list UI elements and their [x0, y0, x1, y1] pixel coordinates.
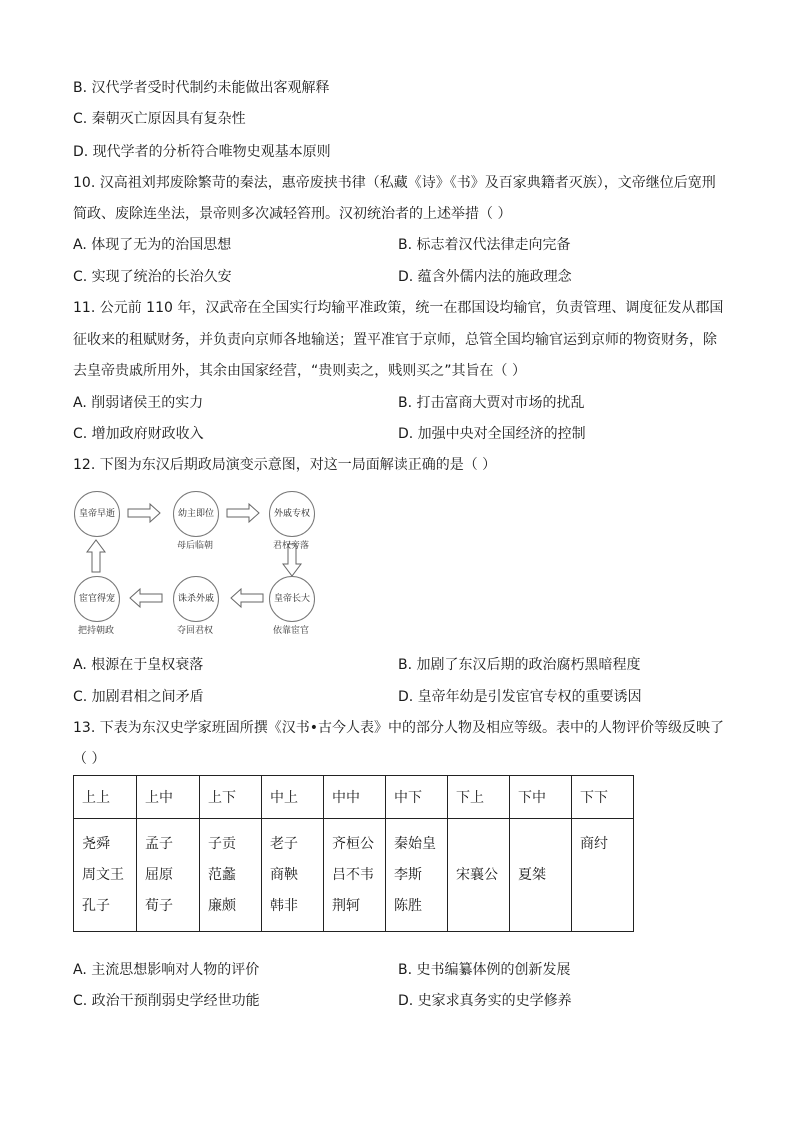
q10-option-b: B. 标志着汉代法律走向完备 [398, 237, 571, 253]
q13-stem-line2: （ ） [73, 751, 106, 767]
q12-stem: 12. 下图为东汉后期政局演变示意图，对这一局面解读正确的是（ ） [73, 457, 497, 473]
q11-option-c: C. 增加政府财政收入 [73, 426, 204, 442]
table-cell [448, 819, 510, 932]
person-name: 屈原 [145, 867, 173, 883]
person-name: 李斯 [394, 867, 422, 883]
ranking-table [73, 775, 634, 932]
q13-stem-line1: 13. 下表为东汉史学家班固所撰《汉书•古今人表》中的部分人物及相应等级。表中的人物评价等级反映了 [73, 720, 724, 736]
person-name: 荆轲 [332, 898, 360, 914]
table-header: 中下 [386, 776, 448, 819]
table-cell [74, 819, 137, 932]
table-header: 下下 [572, 776, 634, 819]
person-name: 范蠡 [208, 867, 236, 883]
caption-rely-on-eunuchs: 依靠宦官 [272, 626, 309, 636]
table-cell [386, 819, 448, 932]
q10-option-d: D. 蕴含外儒内法的施政理念 [398, 269, 572, 285]
person-name: 老子 [270, 836, 298, 852]
arrow-right-icon [128, 504, 160, 522]
table-header: 上下 [200, 776, 262, 819]
table-header: 上中 [137, 776, 200, 819]
person-name: 周文王 [82, 867, 124, 883]
q11-option-a: A. 削弱诸侯王的实力 [73, 395, 204, 411]
node-eunuchs-favored: 宦官得宠 [74, 576, 120, 622]
arrow-left-icon [130, 589, 162, 607]
q9-option-b: B. 汉代学者受时代制约未能做出客观解释 [73, 80, 330, 96]
arrow-right-icon [227, 504, 259, 522]
arrow-up-icon [87, 540, 105, 572]
person-name: 子贡 [208, 836, 236, 852]
person-name: 孟子 [145, 836, 173, 852]
q11-option-d: D. 加强中央对全国经济的控制 [398, 426, 586, 442]
node-emperor-grows-up: 皇帝长大 [269, 576, 315, 622]
q10-stem-line2: 简政、废除连坐法，景帝则多次减轻笞刑。汉初统治者的上述举措（ ） [73, 206, 512, 222]
person-name: 廉颇 [208, 898, 236, 914]
table-header-row [74, 776, 634, 819]
q12-option-d: D. 皇帝年幼是引发宦官专权的重要诱因 [398, 689, 642, 705]
q10-option-a: A. 体现了无为的治国思想 [73, 237, 232, 253]
q9-option-c: C. 秦朝灭亡原因具有复杂性 [73, 111, 246, 127]
table-header: 中中 [324, 776, 386, 819]
q12-option-a: A. 根源在于皇权衰落 [73, 657, 204, 673]
table-cell [200, 819, 262, 932]
q13-option-a: A. 主流思想影响对人物的评价 [73, 962, 260, 978]
q10-option-c: C. 实现了统治的长治久安 [73, 269, 232, 285]
q9-option-d: D. 现代学者的分析符合唯物史观基本原则 [73, 144, 331, 160]
caption-control-court: 把持朝政 [77, 626, 114, 636]
q11-option-b: B. 打击富商大贾对市场的扰乱 [398, 395, 585, 411]
person-name: 齐桓公 [332, 836, 374, 852]
table-cell [262, 819, 324, 932]
caption-regain-power: 夺回君权 [176, 626, 213, 636]
node-young-ruler: 幼主即位 [173, 491, 219, 537]
person-name: 吕不韦 [332, 867, 374, 883]
q11-stem-line3: 去皇帝贵戚所用外，其余由国家经营，“贵则卖之，贱则买之”其旨在（ ） [73, 363, 526, 379]
person-name: 秦始皇 [394, 836, 436, 852]
table-cell [137, 819, 200, 932]
person-name: 陈胜 [394, 898, 422, 914]
person-name: 荀子 [145, 898, 173, 914]
person-name: 孔子 [82, 898, 110, 914]
politics-cycle-diagram [70, 488, 330, 636]
q10-stem-line1: 10. 汉高祖刘邦废除繁苛的秦法，惠帝废挟书律（私藏《诗》《书》及百家典籍者灭族），文帝继位后宽刑 [73, 175, 716, 191]
person-name: 商鞅 [270, 867, 298, 883]
q11-stem-line2: 征收来的租赋财务，并负责向京师各地输送；置平准官于京师，总管全国均输官运到京师的物资财务，除 [73, 332, 717, 348]
table-header: 下中 [510, 776, 572, 819]
table-header: 下上 [448, 776, 510, 819]
q11-stem-line1: 11. 公元前 110 年，汉武帝在全国实行均输平准政策，统一在郡国设均输官，负责管理、调度征发从郡国 [73, 300, 724, 316]
node-emperor-dies-early: 皇帝早逝 [74, 491, 120, 537]
caption-power-lost: 君权旁落 [272, 541, 309, 551]
table-header: 上上 [74, 776, 137, 819]
person-name: 宋襄公 [456, 866, 498, 883]
arrow-left-icon [231, 589, 263, 607]
person-name: 商纣 [580, 836, 608, 852]
person-name: 韩非 [270, 898, 298, 914]
node-kill-consort-clan: 诛杀外戚 [173, 576, 219, 622]
table-cell [324, 819, 386, 932]
person-name: 尧舜 [82, 836, 110, 852]
caption-empress-regency: 母后临朝 [176, 541, 213, 551]
q13-option-b: B. 史书编纂体例的创新发展 [398, 962, 571, 978]
table-header: 中上 [262, 776, 324, 819]
table-row [74, 819, 634, 932]
q13-option-c: C. 政治干预削弱史学经世功能 [73, 993, 260, 1009]
table-cell [572, 819, 634, 932]
q13-option-d: D. 史家求真务实的史学修养 [398, 993, 572, 1009]
q12-option-c: C. 加剧君相之间矛盾 [73, 689, 204, 705]
node-consort-clan-power: 外戚专权 [269, 491, 315, 537]
table-cell [510, 819, 572, 932]
q12-option-b: B. 加剧了东汉后期的政治腐朽黑暗程度 [398, 657, 641, 673]
person-name: 夏桀 [518, 866, 546, 883]
